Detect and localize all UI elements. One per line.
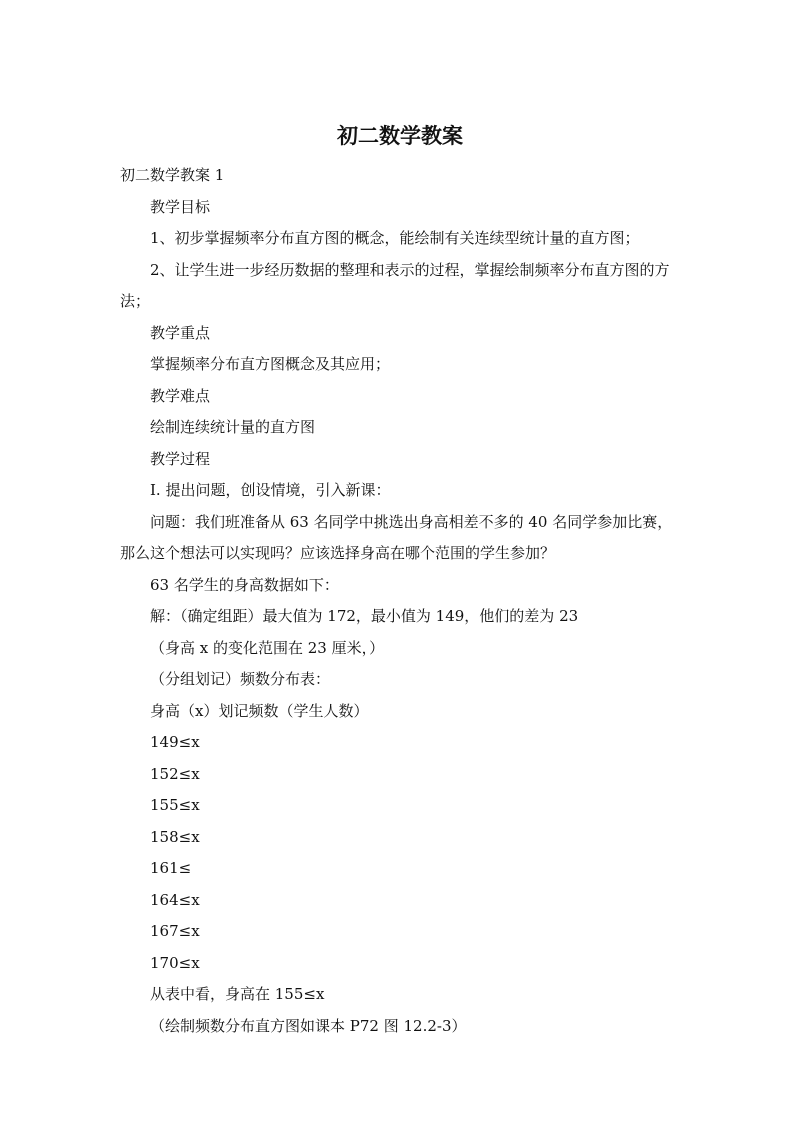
heading-key-points: 教学重点 (150, 323, 211, 342)
process-step-1: Ⅰ. 提出问题，创设情境，引入新课： (150, 481, 391, 499)
problem-text: 问题：我们班准备从 63 名同学中挑选出身高相差不多的 40 名同学参加比赛，那么这个想法可以实现吗？应该选择身高在哪个范围的学生参加？ (120, 512, 673, 562)
document-body (120, 160, 680, 1042)
table-row: 152≤x (150, 764, 200, 783)
table-row: 149≤x (150, 733, 200, 751)
table-row: 158≤x (150, 827, 200, 846)
grouping-note: （分组划记）频数分布表： (150, 670, 331, 688)
table-row: 155≤x (150, 796, 200, 814)
table-row: 167≤x (150, 922, 200, 940)
section-heading: 初二数学教案 1 (120, 166, 225, 184)
solution-text: 解：（确定组距）最大值为 172，最小值为 149，他们的差为 23 (150, 607, 579, 625)
difficulty-text: 绘制连续统计量的直方图 (150, 418, 316, 436)
observation-text: 从表中看，身高在 155≤x (150, 985, 325, 1003)
range-note: （身高 x 的变化范围在 23 厘米，） (150, 638, 385, 657)
table-header: 身高（x）划记频数（学生人数） (150, 701, 369, 720)
heading-teaching-objectives: 教学目标 (150, 197, 211, 216)
document-title: 初二数学教案 (337, 124, 463, 148)
objective-1: 1、初步掌握频率分布直方图的概念，能绘制有关连续型统计量的直方图； (150, 229, 640, 247)
table-row: 164≤x (150, 890, 200, 909)
data-intro: 63 名学生的身高数据如下： (150, 575, 339, 594)
objective-2: 2、让学生进一步经历数据的整理和表示的过程，掌握绘制频率分布直方图的方法； (120, 260, 670, 310)
key-point-text: 掌握频率分布直方图概念及其应用； (150, 355, 391, 373)
heading-teaching-process: 教学过程 (150, 449, 211, 468)
heading-difficulties: 教学难点 (150, 386, 211, 405)
table-row: 161≤ (150, 859, 192, 877)
histogram-note: （绘制频数分布直方图如课本 P72 图 12.2-3） (150, 1016, 467, 1035)
table-row: 170≤x (150, 953, 200, 972)
